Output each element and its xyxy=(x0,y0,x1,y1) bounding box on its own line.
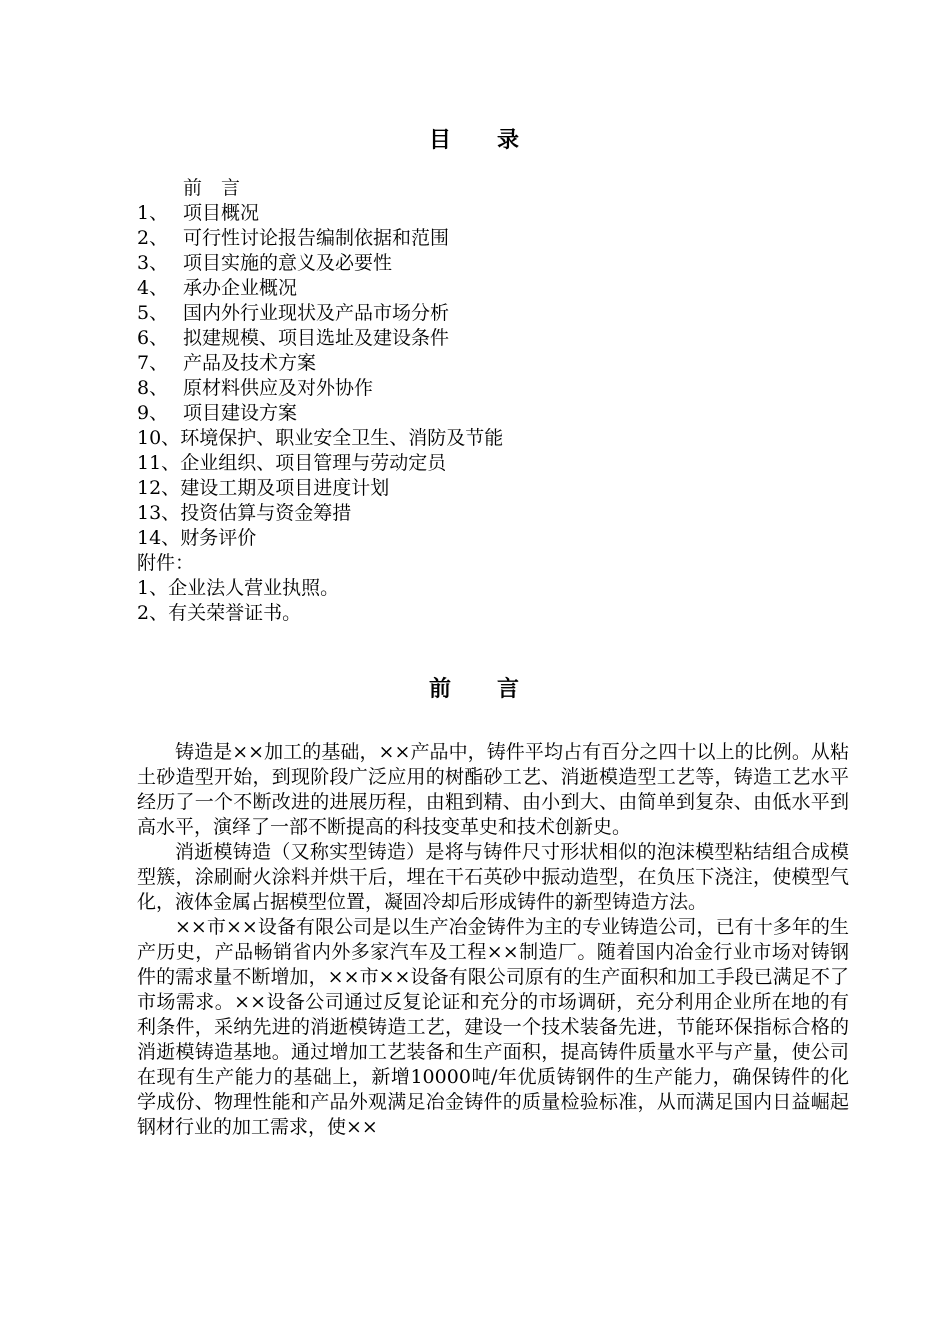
toc-entry[interactable] xyxy=(137,476,837,501)
toc-entry-number: 7、 xyxy=(137,352,169,374)
toc-entry[interactable] xyxy=(137,251,837,276)
toc-entry[interactable] xyxy=(137,426,837,451)
toc-entry-number: 2、 xyxy=(137,227,169,249)
toc-entry-number: 8、 xyxy=(137,377,169,399)
attachments-label: 附件： xyxy=(137,552,195,574)
toc-entry-text: 可行性讨论报告编制依据和范围 xyxy=(183,227,450,249)
preface-paragraph: 铸造是××加工的基础，××产品中，铸件平均占有百分之四十以上的比例。从粘土砂造型开始，到现阶段广泛应用的树酯砂工艺、消逝模造型工艺等，铸造工艺水平经历了一个不断改进的进展历程，由粗到精、由小到大、由简单到复杂、由低水平到高水平，演绎了一部不断提高的科技变革史和技术创新史。 xyxy=(137,741,849,838)
toc-entry-text: 国内外行业现状及产品市场分析 xyxy=(183,302,450,324)
attachment-item[interactable]: 2、有关荣誉证书。 xyxy=(137,602,302,624)
toc-entry[interactable] xyxy=(137,376,837,401)
attachment-item[interactable]: 1、企业法人营业执照。 xyxy=(137,577,340,599)
toc-entry-text: 原材料供应及对外协作 xyxy=(183,377,374,399)
toc-entry-number: 3、 xyxy=(137,252,169,274)
toc-heading-char-1: 目 xyxy=(428,127,453,153)
toc-entry[interactable] xyxy=(137,401,837,426)
toc-entry-number: 14、 xyxy=(137,527,181,549)
preface-paragraph: 消逝模铸造（又称实型铸造）是将与铸件尺寸形状相似的泡沫模型粘结组合成模型簇，涂刷耐火涂料并烘干后，埋在干石英砂中振动造型，在负压下浇注，使模型气化，液体金属占据模型位置，凝固冷却后形成铸件的新型铸造方法。 xyxy=(137,841,849,913)
toc-entry-number: 4、 xyxy=(137,277,169,299)
toc-entry-text: 拟建规模、项目选址及建设条件 xyxy=(183,327,450,349)
toc-entry-text: 项目概况 xyxy=(183,202,260,224)
toc-entry-number: 12、 xyxy=(137,477,181,499)
toc-entry-number: 9、 xyxy=(137,402,169,424)
toc-entry[interactable] xyxy=(137,351,837,376)
toc-entry-text: 产品及技术方案 xyxy=(183,352,317,374)
toc-entry-text: 项目实施的意义及必要性 xyxy=(183,252,393,274)
toc-entry[interactable] xyxy=(137,276,837,301)
toc-entry-preface[interactable] xyxy=(137,176,837,201)
toc-entry-text: 建设工期及项目进度计划 xyxy=(180,477,390,499)
toc-entry-number: 10、 xyxy=(137,427,181,449)
toc-entry-number: 11、 xyxy=(137,452,181,474)
toc-entry[interactable] xyxy=(137,451,837,476)
toc-entry-text: 前 言 xyxy=(183,177,241,199)
toc-entry[interactable] xyxy=(137,501,837,526)
toc-entry-number: 13、 xyxy=(137,502,181,524)
toc-entry-number: 6、 xyxy=(137,327,169,349)
toc-entry-text: 财务评价 xyxy=(180,527,257,549)
toc-entry[interactable] xyxy=(137,301,837,326)
preface-paragraph: ××市××设备有限公司是以生产冶金铸件为主的专业铸造公司，已有十多年的生产历史，产品畅销省内外多家汽车及工程××制造厂。随着国内冶金行业市场对铸钢件的需求量不断增加，××市××设备有限公司原有的生产面积和加工手段已满足不了市场需求。××设备公司通过反复论证和充分的市场调研，充分利用企业所在地的有利条件，采纳先进的消逝模铸造工艺，建设一个技术装备先进，节能环保指标合格的消逝模铸造基地。通过增加工艺装备和生产面积，提高铸件质量水平与产量，使公司在现有生产能力的基础上，新增10000吨/年优质铸钢件的生产能力，确保铸件的化学成份、物理性能和产品外观满足冶金铸件的质量检验标准，从而满足国内日益崛起钢材行业的加工需求，使×× xyxy=(137,916,849,1138)
toc-heading xyxy=(0,123,950,154)
toc-entry[interactable] xyxy=(137,326,837,351)
toc-entry-text: 环境保护、职业安全卫生、消防及节能 xyxy=(180,427,504,449)
toc-entry[interactable] xyxy=(137,201,837,226)
toc-entry-number: 5、 xyxy=(137,302,169,324)
preface-heading-char-2: 言 xyxy=(497,676,522,702)
toc-entry-text: 项目建设方案 xyxy=(183,402,298,424)
toc-entry-text: 承办企业概况 xyxy=(183,277,298,299)
toc-entry-text: 投资估算与资金筹措 xyxy=(180,502,352,524)
toc-heading-char-2: 录 xyxy=(497,127,522,153)
table-of-contents xyxy=(137,176,837,626)
toc-entry-text: 企业组织、项目管理与劳动定员 xyxy=(180,452,447,474)
preface-body xyxy=(137,740,849,1140)
toc-entry-number: 1、 xyxy=(137,202,169,224)
toc-entry[interactable] xyxy=(137,226,837,251)
preface-heading xyxy=(0,672,950,703)
toc-entry[interactable] xyxy=(137,526,837,551)
preface-heading-char-1: 前 xyxy=(428,676,453,702)
